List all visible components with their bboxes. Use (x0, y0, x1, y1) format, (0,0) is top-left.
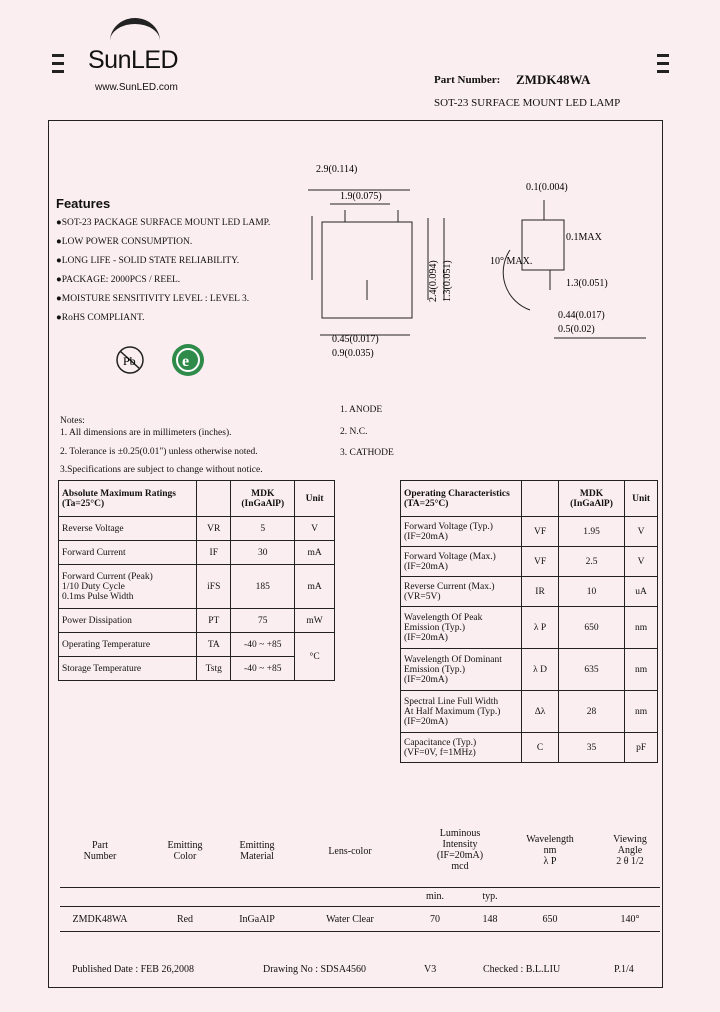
sel-header-lens: Lens-color (328, 846, 372, 857)
op-table-title: Operating Characteristics (TA=25°C) (401, 481, 522, 517)
pb-free-icon (110, 340, 150, 380)
sel-part: ZMDK48WA (72, 914, 128, 925)
page-number: P.1/4 (614, 964, 634, 975)
sel-min: 70 (430, 914, 440, 925)
sel-typ: 148 (482, 914, 498, 925)
table-row: Wavelength Of Dominant Emission (Typ.) (IF=20mA) λ D 635 nm (401, 649, 658, 691)
published-date: Published Date : FEB 26,2008 (72, 964, 194, 975)
note-item: 3.Specifications are subject to change without notice. (60, 465, 263, 475)
drawing-number: Drawing No : SDSA4560 (263, 964, 367, 975)
dimension-label: 0.45(0.017) (332, 334, 379, 345)
table-row: Forward Current (Peak) 1/10 Duty Cycle 0.1ms Pulse Width iFS 185 mA (59, 565, 335, 609)
pin-label: 3. CATHODE (340, 448, 394, 458)
sel-sub-min: min. (425, 891, 445, 902)
table-row: Forward Voltage (Typ.) (IF=20mA) VF 1.95 V (401, 517, 658, 547)
note-item: 1. All dimensions are in millimeters (inches). (60, 428, 232, 438)
dimension-label: 2.4(0.094) (428, 260, 439, 302)
sel-header-intensity: Luminous Intensity (IF=20mA) mcd (436, 828, 484, 872)
part-number: ZMDK48WA (516, 72, 591, 87)
sel-header-wavelength: Wavelength nm λ P (526, 834, 574, 867)
dimension-label: 1.9(0.075) (340, 191, 382, 202)
abs-table-title: Absolute Maximum Ratings (Ta=25°C) (59, 481, 197, 517)
feature-item: ●RoHS COMPLIANT. (56, 313, 145, 323)
table-row: Forward Current IF 30 mA (59, 541, 335, 565)
checked-by: Checked : B.L.LIU (483, 964, 561, 975)
right-mark-icon (657, 54, 669, 57)
feature-item: ●SOT-23 PACKAGE SURFACE MOUNT LED LAMP. (56, 218, 271, 228)
table-row: Forward Voltage (Max.) (IF=20mA) VF 2.5 V (401, 547, 658, 577)
right-mark-icon (657, 70, 669, 73)
divider (60, 906, 660, 907)
part-number-label: Part Number: (434, 74, 501, 86)
package-drawing (300, 160, 670, 370)
sel-material: InGaAlP (239, 914, 275, 925)
sel-header-angle: Viewing Angle 2 θ 1/2 (613, 834, 647, 867)
feature-item: ●LONG LIFE - SOLID STATE RELIABILITY. (56, 256, 240, 266)
pin-label: 2. N.C. (340, 427, 368, 437)
table-row: Power Dissipation PT 75 mW (59, 609, 335, 633)
table-row: Capacitance (Typ.) (VF=0V, f=1MHz) C 35 pF (401, 733, 658, 763)
table-row: Wavelength Of Peak Emission (Typ.) (IF=20mA) λ P 650 nm (401, 607, 658, 649)
logo: SunLED (88, 46, 179, 74)
svg-text:Pb: Pb (123, 354, 136, 368)
sel-sub-typ: typ. (482, 891, 498, 902)
abs-col-mdk: MDK (InGaAlP) (231, 481, 295, 517)
sel-header-color: Emitting Color (167, 840, 203, 862)
table-row: Reverse Voltage VR 5 V (59, 517, 335, 541)
table-row: Operating Temperature TA -40 ~ +85 °C (59, 633, 335, 657)
dimension-label: 2.9(0.114) (316, 164, 358, 175)
table-row: Storage Temperature Tstg -40 ~ +85 (59, 657, 335, 681)
feature-item: ●MOISTURE SENSITIVITY LEVEL : LEVEL 3. (56, 294, 250, 304)
sel-wave: 650 (542, 914, 558, 925)
sel-angle: 140° (620, 914, 640, 925)
divider (60, 887, 660, 888)
features-title: Features (56, 196, 111, 211)
divider (60, 931, 660, 932)
svg-text:e: e (182, 353, 190, 370)
website-url: www.SunLED.com (95, 82, 178, 93)
dimension-label: 0.9(0.035) (332, 348, 374, 359)
sel-color: Red (176, 914, 194, 925)
dimension-label: 10° MAX. (490, 256, 533, 267)
left-mark-icon (52, 70, 64, 73)
dimension-label: 0.1(0.004) (526, 182, 568, 193)
table-row: Spectral Line Full Width At Half Maximum (Typ.) (IF=20mA) Δλ 28 nm (401, 691, 658, 733)
sel-lens: Water Clear (326, 914, 374, 925)
version: V3 (424, 964, 437, 975)
sel-header-part: Part Number (83, 840, 117, 862)
dimension-label: 1.3(0.051) (566, 278, 608, 289)
absolute-max-table (58, 480, 335, 681)
sel-header-material: Emitting Material (239, 840, 275, 862)
feature-item: ●LOW POWER CONSUMPTION. (56, 237, 193, 247)
op-col-mdk: MDK (InGaAlP) (558, 481, 624, 517)
dimension-label: 0.44(0.017) (558, 310, 605, 321)
op-col-unit: Unit (625, 481, 658, 517)
subtitle: SOT-23 SURFACE MOUNT LED LAMP (434, 97, 621, 109)
dimension-label: 0.5(0.02) (558, 324, 595, 335)
feature-item: ●PACKAGE: 2000PCS / REEL. (56, 275, 181, 285)
table-row: Reverse Current (Max.) (VR=5V) IR 10 uA (401, 577, 658, 607)
note-item: 2. Tolerance is ±0.25(0.01") unless otherwise noted. (60, 447, 258, 457)
abs-col-unit: Unit (295, 481, 335, 517)
right-mark-icon (657, 62, 669, 65)
operating-table (400, 480, 658, 763)
notes-title: Notes: (60, 416, 85, 426)
dimension-label: 0.1MAX (566, 232, 602, 243)
rohs-e-icon (168, 340, 208, 380)
dimension-label: 1.3(0.051) (442, 260, 453, 302)
left-mark-icon (52, 62, 64, 65)
left-mark-icon (52, 54, 64, 57)
pin-label: 1. ANODE (340, 405, 383, 415)
